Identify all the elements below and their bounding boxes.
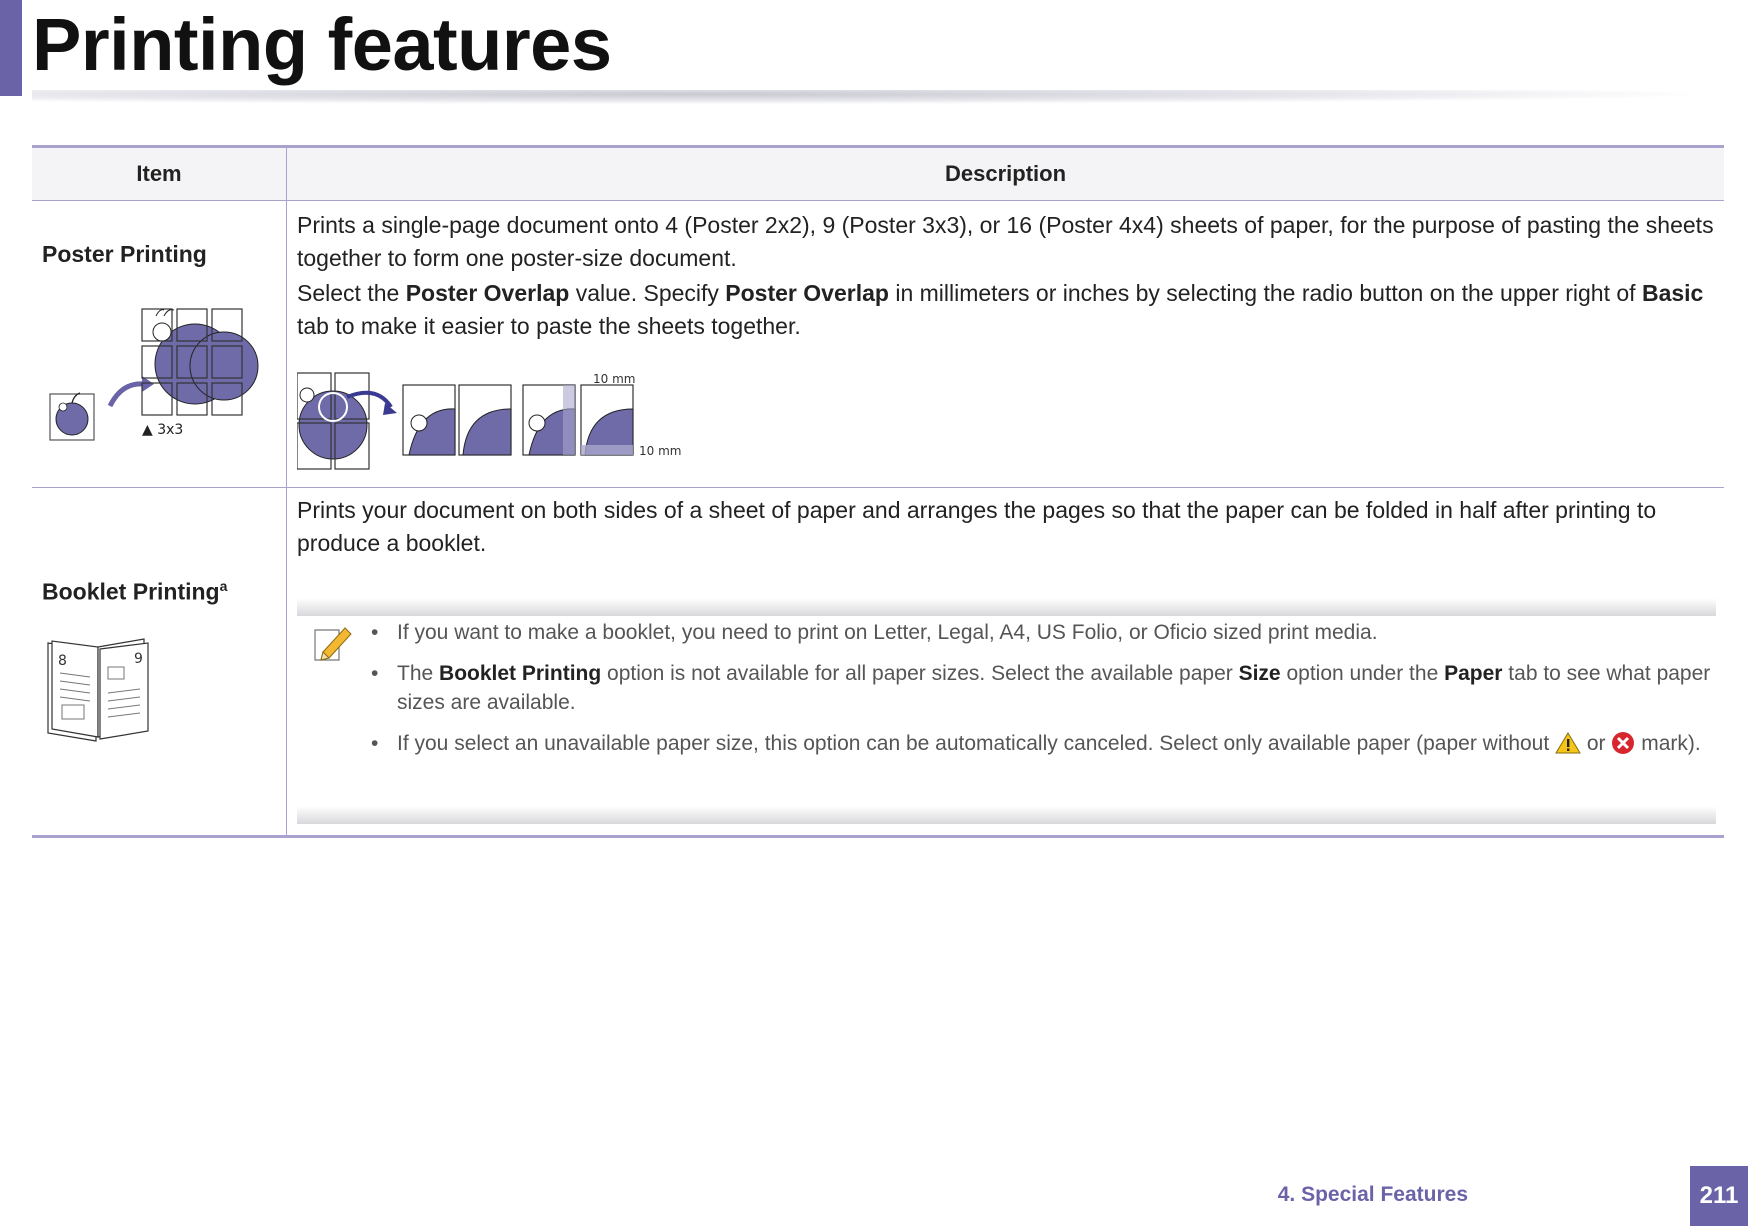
booklet-illustration: [42, 633, 162, 753]
note-bullet-list: [367, 618, 1712, 770]
booklet-description-paragraph: Prints your document on both sides of a sheet of paper and arranges the pages so that the paper can be folded in half after printing to produce a booklet.: [297, 497, 1657, 556]
features-table: [32, 145, 1724, 838]
booklet-page-left: 8: [58, 653, 67, 669]
table-row-poster-printing: [32, 201, 1724, 488]
warning-icon: [1555, 732, 1581, 754]
booklet-page-right: 9: [134, 651, 143, 667]
poster-overlap-paragraph: Select the Poster Overlap value. Specify Poster Overlap in millimeters or inches by selecting the radio button on the upper right of Basic tab to make it easier to paste the sheets together.: [297, 280, 1704, 339]
table-row-booklet-printing: [32, 488, 1724, 835]
title-underline: [32, 90, 1692, 104]
grid-caption: ▲ 3x3: [142, 422, 184, 438]
poster-description-paragraph: Prints a single-page document onto 4 (Poster 2x2), 9 (Poster 3x3), or 16 (Poster 4x4) sheets of paper, for the purpose of pasting the sheets together to form one poster-size document.: [297, 212, 1714, 271]
description-cell-booklet: [287, 488, 1724, 835]
table-header-row: [32, 148, 1724, 201]
poster-3x3-illustration: [42, 306, 262, 456]
page-number: 211: [1690, 1166, 1748, 1226]
note-bullet-2: • The Booklet Printing option is not available for all paper sizes. Select the available paper Size option under the Paper tab to see what paper sizes are available.: [367, 659, 1712, 717]
note-bullet-1: • If you want to make a booklet, you need to print on Letter, Legal, A4, US Folio, or Oficio sized print media.: [367, 618, 1712, 647]
note-box: [297, 598, 1716, 824]
page-title: Printing features: [32, 3, 612, 86]
error-icon: [1611, 731, 1635, 755]
description-cell-poster: [287, 201, 1724, 487]
poster-printing-label: Poster Printing: [42, 241, 207, 267]
footnote-marker: a: [219, 578, 228, 594]
note-bottom-rule: [297, 806, 1716, 824]
item-cell-poster: [32, 201, 287, 487]
header-item: Item: [32, 148, 287, 200]
item-cell-booklet: [32, 488, 287, 835]
overlap-label-horizontal: 10 mm: [593, 372, 636, 386]
header-description: Description: [944, 161, 1067, 186]
note-bullet-3: • If you select an unavailable paper size, this option can be automatically canceled. Select only available paper (paper without or mark).: [367, 729, 1712, 758]
poster-overlap-illustration: [297, 369, 717, 479]
note-top-rule: [297, 598, 1716, 616]
title-accent-bar: [0, 0, 22, 96]
note-pencil-icon: [311, 622, 355, 666]
chapter-label: 4. Special Features: [1277, 1183, 1468, 1206]
overlap-label-vertical: 10 mm: [639, 444, 682, 458]
booklet-printing-label: Booklet Printing$^a$: [42, 578, 228, 605]
